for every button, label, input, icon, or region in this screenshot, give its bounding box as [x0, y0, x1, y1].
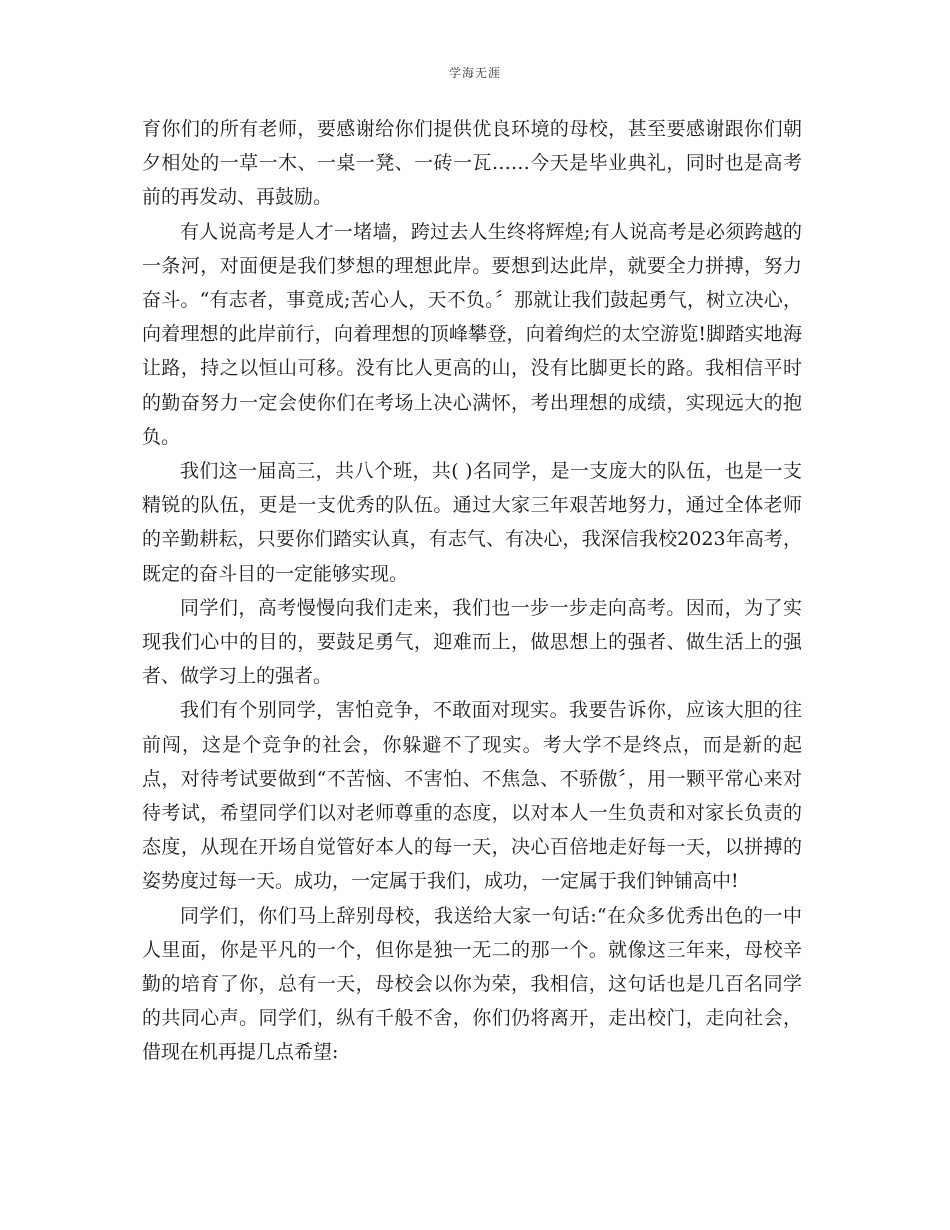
paragraph-4: 同学们，高考慢慢向我们走来，我们也一步一步走向高考。因而，为了实现我们心中的目的，要鼓足勇气，迎难而上，做思想上的强者、做生活上的强者、做学习上的强者。 — [142, 596, 802, 688]
paragraph-2: 有人说高考是人才一堵墙，跨过去人生终将辉煌;有人说高考是必须跨越的一条河，对面便是我们梦想的理想此岸。要想到达此岸，就要全力拼搏，努力奋斗。“有志者，事竟成;苦心人，天不负。〞那就让我们鼓起勇气，树立决心，向着理想的此岸前行，向着理想的顶峰攀登，向着绚烂的太空游览!脚踏实地海让路，持之以恒山可移。没有比人更高的山，没有比脚更长的路。我相信平时的勤奋努力一定会使你们在考场上决心满怀，考出理想的成绩，实现远大的抱负。 — [142, 220, 802, 448]
paragraph-5: 我们有个别同学，害怕竞争，不敢面对现实。我要告诉你，应该大胆的往前闯，这是个竞争的社会，你躲避不了现实。考大学不是终点，而是新的起点，对待考试要做到“不苦恼、不害怕、不焦急、不骄傲〞，用一颗平常心来对待考试，希望同学们以对老师尊重的态度，以对本人一生负责和对家长负责的态度，从现在开场自觉管好本人的每一天，决心百倍地走好每一天，以拼搏的姿势度过每一天。成功，一定属于我们，成功，一定属于我们钟铺高中! — [142, 699, 802, 893]
paragraph-3: 我们这一届高三，共八个班，共( )名同学，是一支庞大的队伍，也是一支精锐的队伍，更是一支优秀的队伍。通过大家三年艰苦地努力，通过全体老师的辛勤耕耘，只要你们踏实认真，有志气、有决心，我深信我校2023年高考，既定的奋斗目的一定能够实现。 — [142, 460, 802, 585]
document-body — [142, 112, 802, 1070]
page-header: 学海无涯 — [448, 66, 501, 80]
paragraph-1: 育你们的所有老师，要感谢给你们提供优良环境的母校，甚至要感谢跟你们朝夕相处的一草一木、一桌一凳、一砖一瓦……今天是毕业典礼，同时也是高考前的再发动、再鼓励。 — [142, 118, 802, 209]
paragraph-6: 同学们，你们马上辞别母校，我送给大家一句话:“在众多优秀出色的一中人里面，你是平凡的一个，但你是独一无二的那一个。就像这三年来，母校辛勤的培育了你，总有一天，母校会以你为荣，我相信，这句话也是几百名同学的共同心声。同学们，纵有千般不舍，你们仍将离开，走出校门，走向社会，借现在机再提几点希望: — [142, 904, 802, 1064]
